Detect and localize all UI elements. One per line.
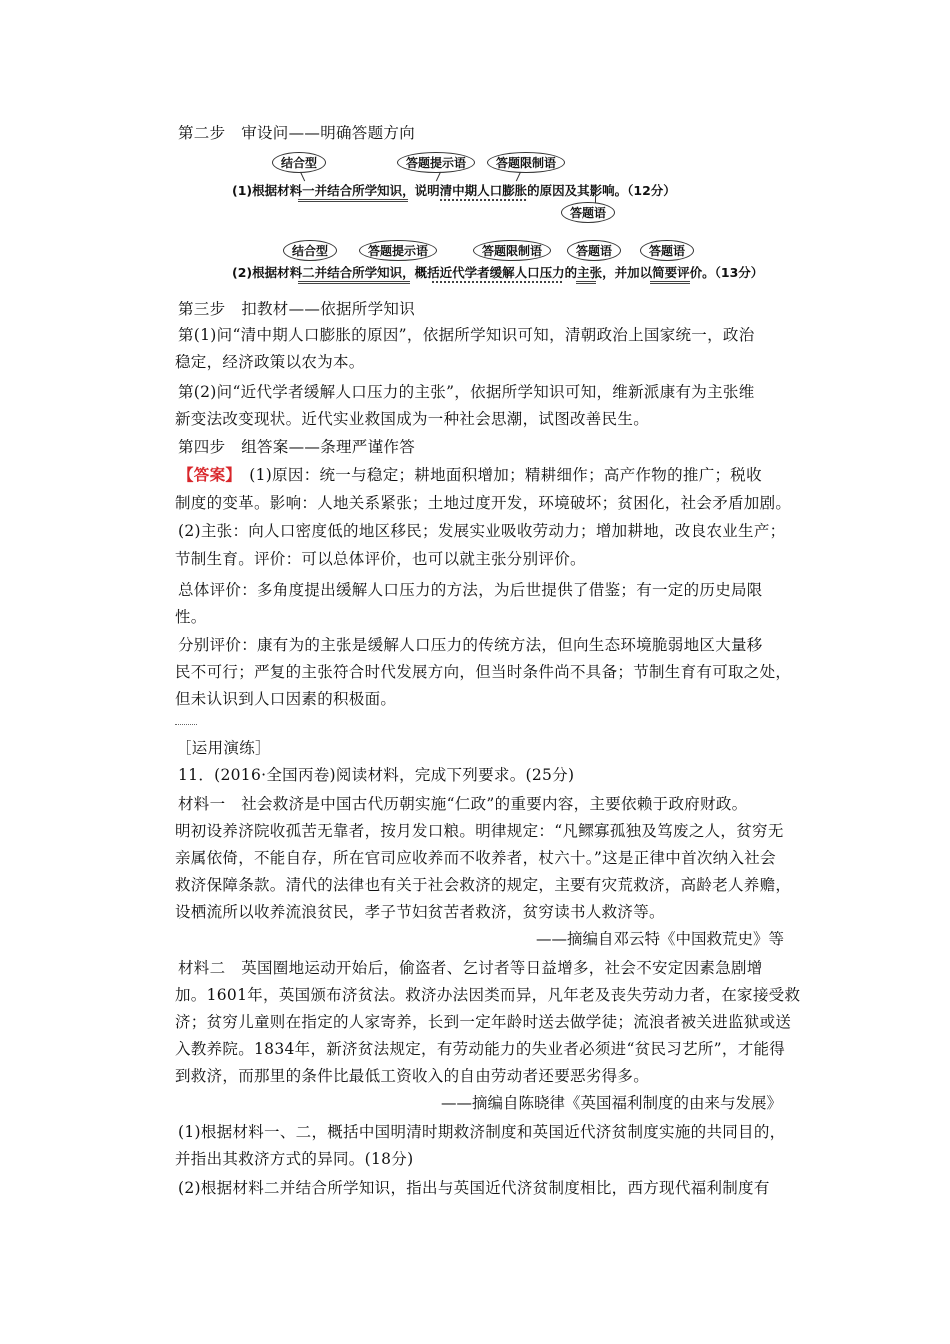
answer-line2: 制度的变革。影响：人地关系紧张；土地过度开发，环境破坏；贫困化，社会矛盾加剧。 (175, 494, 792, 512)
material2-line1: 材料二 英国圈地运动开始后，偷盗者、乞讨者等日益增多，社会不安定因素急剧增 (178, 959, 763, 977)
material1-line5: 设栖流所以收养流浪贫民，孝子节妇贫苦者救济，贫穷读书人救济等。 (175, 903, 665, 921)
material1-line1: 材料一 社会救济是中国古代历朝实施“仁政”的重要内容，主要依赖于政府财政。 (178, 795, 748, 813)
material2-line4: 入教养院。1834年，新济贫法规定，有劳动能力的失业者必须进“贫民习艺所”，才能得 (175, 1040, 786, 1058)
answer-line4: 节制生育。评价：可以总体评价，也可以就主张分别评价。 (175, 550, 586, 568)
material1-line2: 明初设养济院收孤苦无靠者，按月发口粮。明律规定：“凡鳏寡孤独及笃废之人，贫穷无 (175, 822, 784, 840)
material1-line4: 救济保障条款。清代的法律也有关于社会救济的规定，主要有灾荒救济，高龄老人养赡， (175, 876, 792, 894)
pointer-line (516, 172, 521, 181)
material2-line2: 加。1601年，英国颁布济贫法。救济办法因类而异，凡年老及丧失劳动力者，在家接受救 (175, 986, 801, 1004)
diagram2-question: (2)根据材料二并结合所学知识，概括近代学者缓解人口压力的主张，并加以简要评价。（13分） (232, 265, 764, 280)
bubble-limit-phrase: 答题限制语 (473, 240, 551, 261)
answer-line3: (2)主张：向人口密度低的地区移民；发展实业吸收劳动力；增加耕地，改良农业生产； (178, 522, 786, 540)
separate-eval-line3: 但未认识到人口因素的积极面。 (175, 690, 397, 708)
double-underline (298, 281, 410, 284)
step3-para2-line2: 新变法改变现状。近代实业救国成为一种社会思潮，试图改善民生。 (175, 410, 650, 428)
bubble-answer-phrase: 答题语 (561, 202, 615, 223)
separate-eval-line2: 民不可行；严复的主张符合时代发展方向，但当时条件尚不具备；节制生育有可取之处， (175, 663, 792, 681)
diagram1-question: (1)根据材料一并结合所学知识，说明清中期人口膨胀的原因及其影响。（12分） (232, 183, 676, 198)
bubble-answer-phrase: 答题语 (567, 240, 621, 261)
material2-line5: 到救济，而那里的条件比最低工资收入的自由劳动者还要恶劣得多。 (175, 1067, 650, 1085)
separate-eval-line1: 分别评价：康有为的主张是缓解人口压力的传统方法，但向生态环境脆弱地区大量移 (178, 636, 763, 654)
answer-line1-text: (1)原因：统一与稳定；耕地面积增加；精耕细作；高产作物的推广；税收 (233, 466, 762, 484)
step4-heading: 第四步 组答案——条理严谨作答 (178, 438, 416, 456)
step3-para1-line1: 第(1)问“清中期人口膨胀的原因”，依据所学知识可知，清朝政治上国家统一，政治 (178, 326, 755, 344)
double-underline (650, 281, 690, 284)
subquestion1-line1: (1)根据材料一、二，概括中国明清时期救济制度和英国近代济贫制度实施的共同目的， (178, 1123, 786, 1141)
step3-heading: 第三步 扣教材——依据所学知识 (178, 300, 416, 318)
double-underline (298, 199, 408, 202)
answer-line1 (178, 462, 762, 488)
bubble-combined-type: 结合型 (283, 240, 337, 261)
subquestion1-line2: 并指出其救济方式的异同。(18分) (175, 1150, 414, 1168)
wavy-underline (432, 277, 562, 283)
double-underline (576, 281, 596, 284)
pointer-line (300, 172, 305, 181)
subquestion2-line1: (2)根据材料二并结合所学知识，指出与英国近代济贫制度相比，西方现代福利制度有 (178, 1179, 770, 1197)
wavy-underline (440, 195, 526, 201)
pointer-line (436, 172, 441, 181)
divider-dots (175, 724, 197, 725)
answer-mark: 【答案】 (178, 465, 234, 484)
material1-line3: 亲属依倚，不能自存，所在官司应收养而不收养者，杖六十。”这是正律中首次纳入社会 (175, 849, 776, 867)
bubble-prompt-phrase: 答题提示语 (397, 152, 475, 173)
step3-para2-line1: 第(2)问“近代学者缓解人口压力的主张”，依据所学知识可知，维新派康有为主张维 (178, 383, 755, 401)
practice-heading: ［运用演练］ (176, 739, 271, 757)
bubble-answer-phrase: 答题语 (640, 240, 694, 261)
material1-source: ——摘编自邓云特《中国救荒史》等 (536, 930, 785, 948)
question-11-title: 11．(2016·全国丙卷)阅读材料，完成下列要求。(25分) (178, 766, 575, 784)
overall-eval-line1: 总体评价：多角度提出缓解人口压力的方法，为后世提供了借鉴；有一定的历史局限 (178, 581, 763, 599)
bubble-combined-type: 结合型 (272, 152, 326, 173)
step2-heading: 第二步 审设问——明确答题方向 (178, 124, 416, 142)
step3-para1-line2: 稳定，经济政策以农为本。 (175, 353, 365, 371)
material2-source: ——摘编自陈晓律《英国福利制度的由来与发展》 (441, 1094, 783, 1112)
bubble-prompt-phrase: 答题提示语 (359, 240, 437, 261)
bubble-limit-phrase: 答题限制语 (487, 152, 565, 173)
overall-eval-line2: 性。 (175, 608, 207, 626)
material2-line3: 济；贫穷儿童则在指定的人家寄养，长到一定年龄时送去做学徒；流浪者被关进监狱或送 (175, 1013, 792, 1031)
